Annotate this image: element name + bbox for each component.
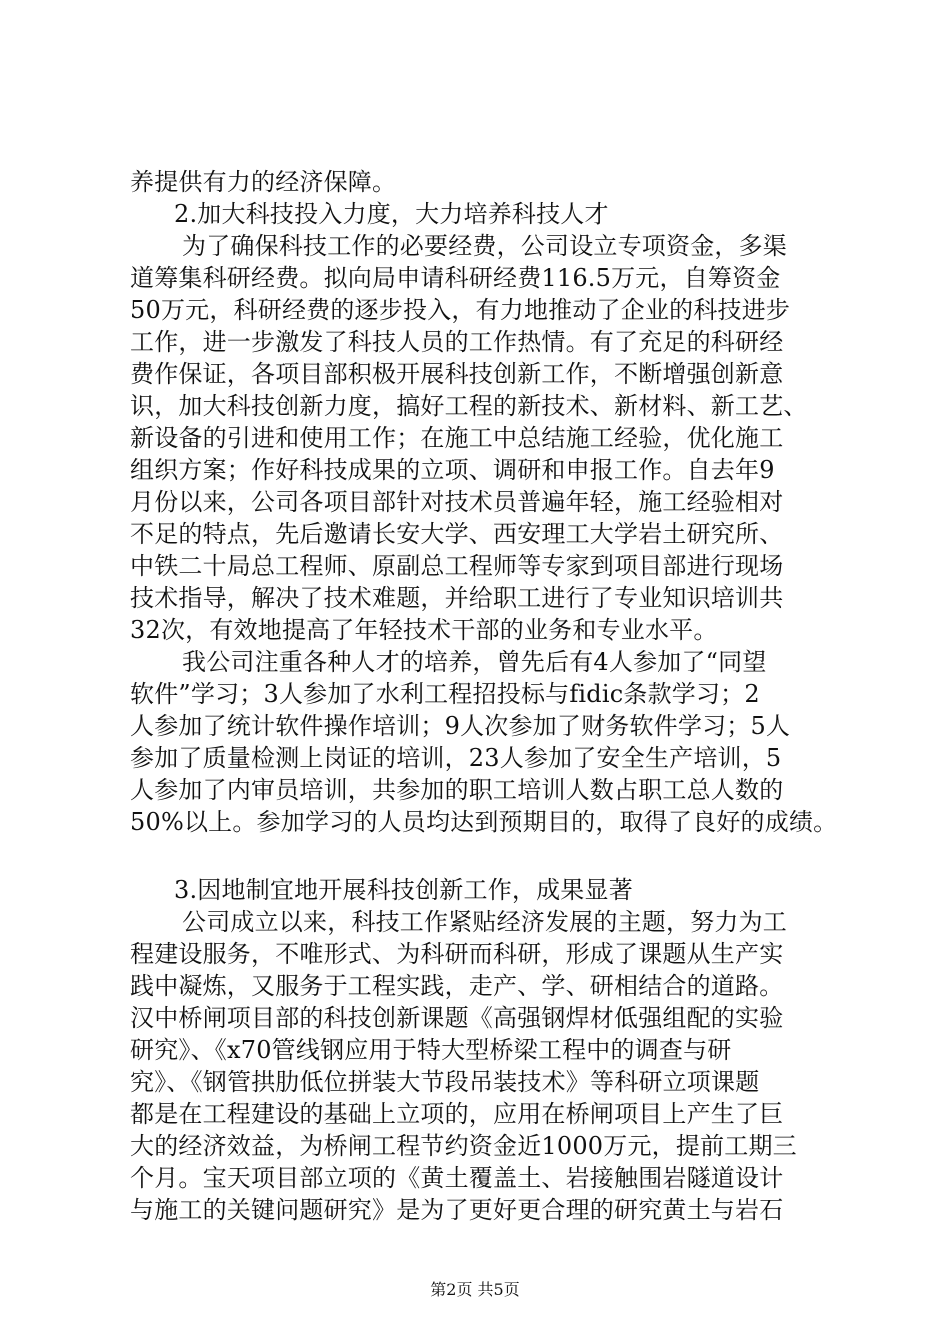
page-footer xyxy=(0,1280,950,1300)
text-line: 人参加了内审员培训，共参加的职工培训人数占职工总人数的 xyxy=(130,776,784,804)
text-line: 汉中桥闸项目部的科技创新课题《高强钢焊材低强组配的实验 xyxy=(130,1004,784,1032)
text-line: 养提供有力的经济保障。 xyxy=(130,168,397,196)
text-line: 识，加大科技创新力度，搞好工程的新技术、新材料、新工艺、 xyxy=(130,392,808,420)
section-heading: 2.加大科技投入力度，大力培养科技人才 xyxy=(174,200,609,228)
text-line: 50%以上。参加学习的人员均达到预期目的，取得了良好的成绩。 xyxy=(130,808,838,836)
text-line: 软件”学习；3人参加了水利工程招投标与fidic条款学习；2 xyxy=(130,680,760,708)
text-line: 都是在工程建设的基础上立项的，应用在桥闸项目上产生了巨 xyxy=(130,1100,784,1128)
text-line: 公司成立以来，科技工作紧贴经济发展的主题，努力为工 xyxy=(182,908,787,936)
text-line: 不足的特点，先后邀请长安大学、西安理工大学岩土研究所、 xyxy=(130,520,784,548)
text-line: 50万元，科研经费的逐步投入，有力地推动了企业的科技进步 xyxy=(130,296,791,324)
text-line: 32次，有效地提高了年轻技术干部的业务和专业水平。 xyxy=(130,616,718,644)
text-line: 与施工的关键问题研究》是为了更好更合理的研究黄土与岩石 xyxy=(130,1196,784,1224)
text-line: 技术指导，解决了技术难题，并给职工进行了专业知识培训共 xyxy=(130,584,784,612)
text-line: 为了确保科技工作的必要经费，公司设立专项资金，多渠 xyxy=(182,232,787,260)
text-line: 工作，进一步激发了科技人员的工作热情。有了充足的科研经 xyxy=(130,328,784,356)
text-line: 大的经济效益，为桥闸工程节约资金近1000万元，提前工期三 xyxy=(130,1132,797,1160)
text-line: 研究》、《x70管线钢应用于特大型桥梁工程中的调查与研 xyxy=(130,1036,732,1064)
text-line: 践中凝炼，又服务于工程实践，走产、学、研相结合的道路。 xyxy=(130,972,784,1000)
text-line: 新设备的引进和使用工作；在施工中总结施工经验，优化施工 xyxy=(130,424,784,452)
text-line: 费作保证，各项目部积极开展科技创新工作，不断增强创新意 xyxy=(130,360,784,388)
text-line: 参加了质量检测上岗证的培训，23人参加了安全生产培训，5 xyxy=(130,744,782,772)
text-line: 月份以来，公司各项目部针对技术员普遍年轻，施工经验相对 xyxy=(130,488,784,516)
text-line: 个月。宝天项目部立项的《黄土覆盖土、岩接触围岩隧道设计 xyxy=(130,1164,784,1192)
section-heading: 3.因地制宜地开展科技创新工作，成果显著 xyxy=(174,876,633,904)
text-line: 程建设服务，不唯形式、为科研而科研，形成了课题从生产实 xyxy=(130,940,784,968)
text-line: 中铁二十局总工程师、原副总工程师等专家到项目部进行现场 xyxy=(130,552,784,580)
text-line: 我公司注重各种人才的培养，曾先后有4人参加了“同望 xyxy=(182,648,767,676)
text-line: 道筹集科研经费。拟向局申请科研经费116.5万元，自筹资金 xyxy=(130,264,781,292)
text-line: 究》、《钢管拱肋低位拼装大节段吊装技术》等科研立项课题 xyxy=(130,1068,760,1096)
text-line: 组织方案；作好科技成果的立项、调研和申报工作。自去年9 xyxy=(130,456,775,484)
text-line: 人参加了统计软件操作培训；9人次参加了财务软件学习；5人 xyxy=(130,712,791,740)
page-number: 第2页 共5页 xyxy=(430,1280,520,1299)
